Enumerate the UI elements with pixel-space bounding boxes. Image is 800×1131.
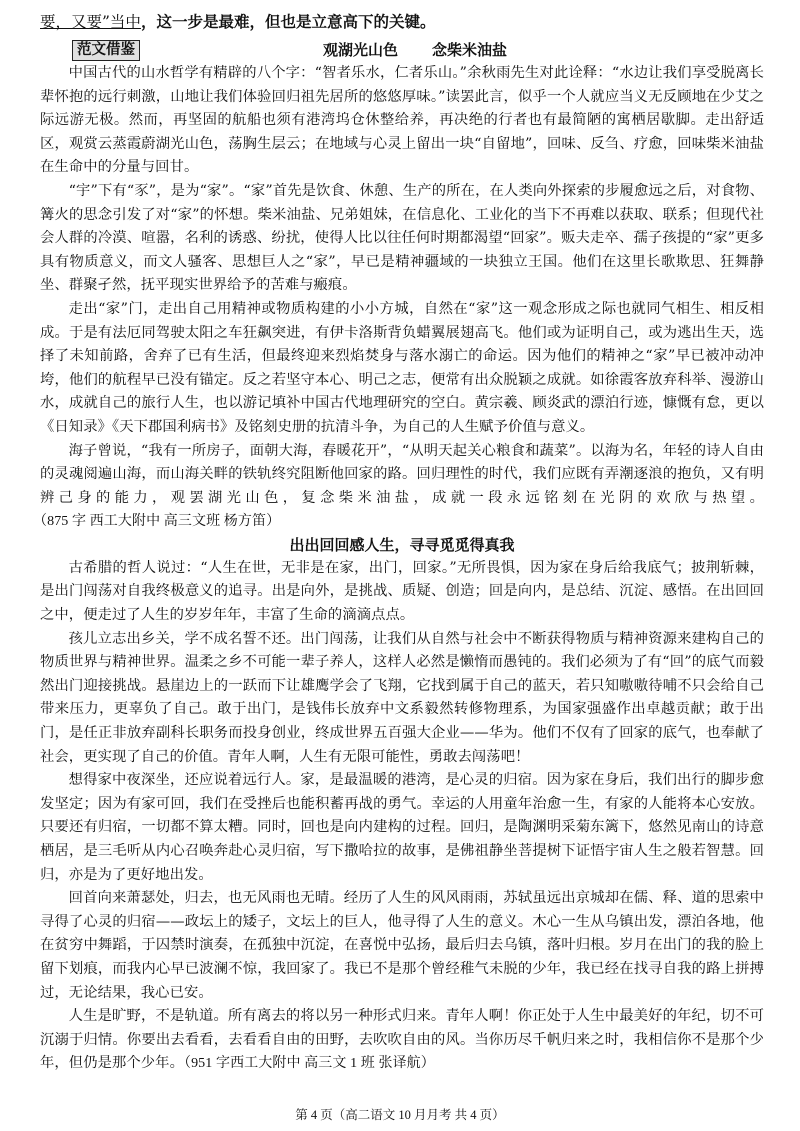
essay2-paragraph: 回首向来萧瑟处，归去，也无风雨也无晴。经历了人生的风风雨雨，苏轼虽远出京城却在儒、释、道的思索中寻得了心灵的归宿——政坛上的矮子，文坛上的巨人，他寻得了人生的意义。木心一生从乌镇出发，漂泊各地，他在贫穷中舞蹈，于囚禁时演奏，在孤独中沉淀，在喜悦中弘扬，最后归去乌镇，落叶归根。岁月在出门的我的脸上留下划痕，而我内心早已波澜不惊，我回家了。我已不是那个曾经稚气未脱的少年，我已经在找寻自我的路上拼搏过，无论结果，我心已安。 <box>40 890 764 1001</box>
essay2-paragraph-text: 人生是旷野，不是轨道。所有离去的将以另一种形式归来。青年人啊！你正处于人生中最美好的年纪，切不可沉溺于归情。你要出去看看，去看看自由的田野，去吹吹自由的风。当你历尽千帆归来之时，我相信你不是那个少年，但仍是那个少年。 <box>40 1008 764 1072</box>
essay2-body <box>40 557 764 1076</box>
essay1-paragraph <box>40 440 764 534</box>
intro-bold-text: ，这一步是最难，但也是立意高下的关键。 <box>140 12 436 31</box>
essay2-paragraph <box>40 1005 764 1076</box>
essay2-title: 出出回回感人生，寻寻觅觅得真我 <box>289 535 515 554</box>
essay1-paragraph-text: 海子曾说，“我有一所房子，面朝大海，春暖花开”，“从明天起关心粮食和蔬菜”。以海为名，年轻的诗人自由的灵魂阅遍山海，而山海关畔的铁轨终究阻断他回家的路。回归理性的时代，我们应既有弄潮逐浪的抱负，又有明辨己身的能力，观罢湖光山色，复念柴米油盐，成就一段永远铭刻在光阴的欢欣与热望。 <box>40 442 764 506</box>
essay1-body <box>40 62 764 534</box>
essay2-paragraph: 想得家中夜深坐，还应说着远行人。家，是最温暖的港湾，是心灵的归宿。因为家在身后，我们出行的脚步愈发坚定；因为有家可回，我们在受挫后也能积蓄再战的勇气。幸运的人用童年治愈一生，有家的人能将本心安放。只要还有归宿，一切都不算太糟。同时，回也是向内建构的过程。回归，是陶渊明采菊东篱下，悠然见南山的诗意栖居，是三毛听从内心召唤奔赴心灵归宿，写下撒哈拉的故事，是佛祖静坐菩提树下证悟宇宙人生之般若智慧。回归，亦是为了更好地出发。 <box>40 772 764 883</box>
essay1-header <box>40 40 764 62</box>
essay1-title <box>40 40 764 60</box>
sample-essay-badge: 范文借鉴 <box>72 40 140 61</box>
intro-line <box>40 10 764 34</box>
essay2-paragraph: 古希腊的哲人说过：“人生在世，无非是在家，出门，回家。”无所畏惧，因为家在身后给我底气；披荆斩棘，是出门闯荡对自我终极意义的追寻。出是向外，是挑战、质疑、创造；回是向内，是总结、沉淀、感悟。在出回回之中，便走过了人生的岁岁年年，丰富了生命的滴滴点点。 <box>40 559 764 624</box>
essay1-title-right: 念柴米油盐 <box>432 41 508 59</box>
essay1-paragraph: “宇”下有“豕”，是为“家”。“家”首先是饮食、休憩、生产的所在，在人类向外探索的步履愈远之后，对食物、篝火的思念引发了对“家”的怀想。柴米油盐、兄弟姐妹，在信息化、工业化的当下不再难以获取、联系；但现代社会人群的冷漠、喧嚣，名利的诱惑、纷扰，使得人比以往任何时期都渴望“回家”。贩夫走卒、孺子孩提的“家”更多具有物质意义，而文人骚客、思想巨人之“家”，早已是精神疆域的一块独立王国。他们在这里长歌欺思、狂舞静坐、群聚孑然，抚平现实世界给予的苦难与瘢痕。 <box>40 182 764 294</box>
intro-underlined-text: 要，又要”当中 <box>40 13 141 31</box>
essay2-paragraph: 孩儿立志出乡关，学不成名誓不还。出门闯荡，让我们从自然与社会中不断获得物质与精神资源来建构自己的物质世界与精神世界。温柔之乡不可能一辈子养人，这样人必然是懒惰而愚钝的。我们必须为了有“回”的底气而毅然出门迎接挑战。悬崖边上的一跃而下让雄鹰学会了飞翔，它找到属于自己的蓝天，若只知嗷嗷待哺不只会给自己带来压力，更辜负了自己。敢于出门，是钱伟长放弃中文系毅然转修物理系，为国家强盛作出卓越贡献；敢于出门，是任正非放弃副科长职务而投身创业，终成世界五百强大企业——华为。他们不仅有了回家的底气，也奉献了社会，更实现了自己的价值。青年人啊，人生有无限可能性，勇敢去闯荡吧！ <box>40 630 764 765</box>
essay1-title-left: 观湖光山色 <box>322 41 398 59</box>
essay1-signature: （875 字 西工大附中 高三文班 杨方笛） <box>40 514 281 530</box>
essay2-signature: （951 字西工大附中 高三文 1 班 张译航） <box>183 1056 435 1072</box>
essay1-paragraph: 走出“家”门，走出自己用精神或物质构建的小小方城，自然在“家”这一观念形成之际也就同气相生、相反相成。于是有法厄同驾驶太阳之车狂飙突进，有伊卡洛斯背负蜡翼展翅高飞。他们或为证明自己，或为逃出生天，选择了未知前路，舍弃了已有生活，但最终迎来烈焰焚身与落水溺亡的命运。因为他们的精神之“家”早已被冲动冲垮，他们的航程早已没有锚定。反之若坚守本心、明己之志，便常有出众脱颖之成就。如徐霞客放弃科举、漫游山水，成就自己的旅行人生，也以游记填补中国古代地理研究的空白。黄宗羲、顾炎武的漂泊行迹，慷慨有怠，更以《日知录》《天下郡国利病书》及铭刻史册的抗清斗争，为自己的人生赋予价值与意义。 <box>40 300 764 435</box>
page-footer: 第 4 页（高二语文 10 月月考 共 4 页） <box>295 1108 505 1122</box>
essay1-paragraph: 中国古代的山水哲学有精辟的八个字：“智者乐水，仁者乐山。”余秋雨先生对此诠释：“水边让我们享受脱离长辈怀抱的远行刺激，山地让我们体验回归祖先居所的悠悠厚味。”读罢此言，似乎一个人就应当义无反顾地在少艾之际远游无极。然而，再坚固的航船也须有港湾坞仓休整给养，再决绝的行者也有最简陋的寓栖居歇脚。走出舒适区，观赏云蒸霞蔚湖光山色，荡胸生层云；在地域与心灵上留出一块“自留地”，回味、反刍、疗愈，回味柴米油盐在生命中的分量与回甘。 <box>40 65 764 176</box>
